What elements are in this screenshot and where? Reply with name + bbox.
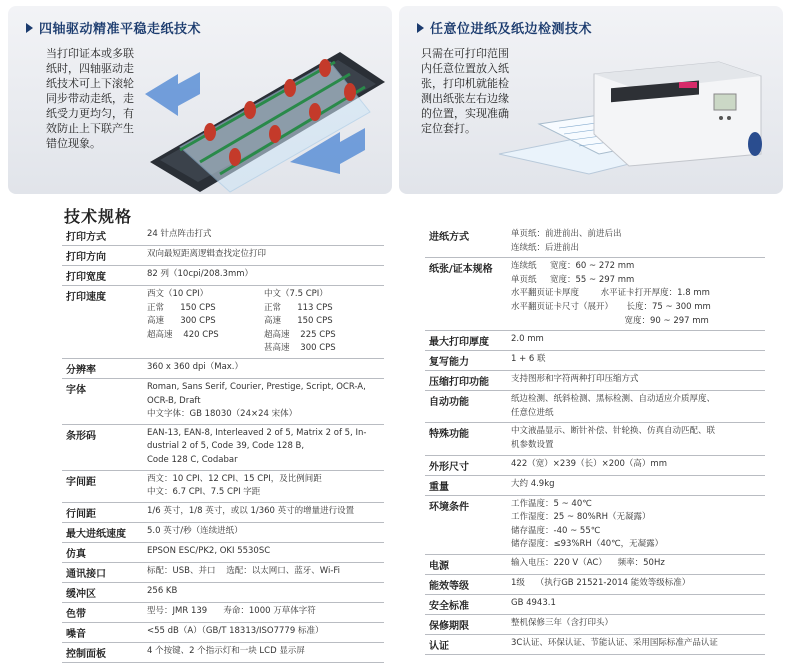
- spec-row: [62, 286, 384, 359]
- spec-table-right: [425, 226, 765, 655]
- spec-value: [511, 391, 765, 423]
- spec-value: [147, 602, 384, 622]
- spec-label: 纸张/证本规格: [425, 258, 511, 331]
- spec-row: [425, 495, 765, 554]
- spec-row: [62, 522, 384, 542]
- spec-row: [425, 258, 765, 331]
- spec-row: [62, 266, 384, 286]
- spec-value: [147, 562, 384, 582]
- triangle-bullet-icon: [417, 23, 424, 33]
- spec-value-line: 水平翻页证卡尺寸（展开） 长度：75 ~ 300 mm: [511, 301, 711, 312]
- spec-label: 仿真: [62, 542, 147, 562]
- spec-value-line: 高速 150 CPS: [264, 316, 333, 327]
- spec-value: [511, 423, 765, 455]
- printer-illustration: [499, 54, 769, 184]
- spec-value-line: 3C认证、环保认证、节能认证、采用国际标准产品认证: [511, 637, 718, 648]
- spec-label: 电源: [425, 554, 511, 574]
- spec-value: [147, 582, 384, 602]
- spec-value-line: 输入电压：220 V（AC） 频率：50Hz: [511, 557, 665, 568]
- spec-value: [147, 266, 384, 286]
- spec-label: 特殊功能: [425, 423, 511, 455]
- spec-row: [62, 582, 384, 602]
- spec-value-line: 中文（7.5 CPI）: [264, 289, 328, 299]
- spec-label: 最大打印厚度: [425, 331, 511, 351]
- spec-value-line: 型号：JMR 139 寿命：1000 万草体字符: [147, 605, 316, 616]
- spec-row: [62, 424, 384, 470]
- spec-label: 打印方向: [62, 246, 147, 266]
- spec-label: 字间距: [62, 470, 147, 502]
- spec-value-line: 储存温度：-40 ~ 55℃: [511, 525, 601, 536]
- spec-label: 打印速度: [62, 286, 147, 359]
- spec-value: [147, 642, 384, 662]
- spec-row: [62, 246, 384, 266]
- spec-value-line: 82 列（10cpi/208.3mm）: [147, 269, 254, 279]
- spec-value: [147, 470, 384, 502]
- spec-value-line: 1/6 英寸，1/8 英寸，或以 1/360 英寸的增量进行设置: [147, 505, 355, 516]
- spec-value: [147, 286, 384, 359]
- spec-label: 通讯接口: [62, 562, 147, 582]
- spec-value-line: 甚高速 300 CPS: [264, 343, 336, 354]
- spec-value: [147, 424, 384, 470]
- spec-row: [425, 391, 765, 423]
- spec-row: [62, 470, 384, 502]
- spec-value-line: 整机保修三年（含打印头）: [511, 617, 614, 628]
- spec-row: [62, 542, 384, 562]
- spec-label: 打印方式: [62, 226, 147, 246]
- spec-row: [425, 574, 765, 594]
- feature-banner-four-axis: [8, 6, 392, 194]
- spec-value-line: 储存湿度：≤93%RH（40℃，无凝露）: [511, 539, 664, 550]
- spec-row: [425, 554, 765, 574]
- spec-label: 复写能力: [425, 351, 511, 371]
- spec-row: [425, 614, 765, 634]
- spec-row: [425, 351, 765, 371]
- spec-value: [511, 594, 765, 614]
- spec-value-line: 任意位进纸: [511, 407, 554, 418]
- triangle-bullet-icon: [26, 23, 33, 33]
- spec-label: 色带: [62, 602, 147, 622]
- spec-value-line: 360 x 360 dpi（Max.）: [147, 361, 244, 372]
- feature-banner-paper-detection: [399, 6, 783, 194]
- spec-row: [425, 475, 765, 495]
- spec-value-line: 大约 4.9kg: [511, 478, 555, 489]
- spec-value-line: 高速 300 CPS: [147, 316, 216, 327]
- banner-right-title: 任意位进纸及纸边检测技术: [430, 22, 593, 37]
- spec-value-line: 西文：10 CPI、12 CPI、15 CPI，及比例间距: [147, 473, 322, 484]
- spec-value-line: 标配：USB、并口 选配：以太网口、蓝牙、Wi-Fi: [147, 565, 341, 576]
- spec-value-line: 中文液晶显示、断针补偿、针轮换、仿真自动匹配、联: [511, 426, 716, 437]
- spec-label: 安全标准: [425, 594, 511, 614]
- spec-value-line: GB 4943.1: [511, 597, 556, 608]
- spec-label: 行间距: [62, 502, 147, 522]
- spec-value: [511, 351, 765, 371]
- spec-label: 最大进纸速度: [62, 522, 147, 542]
- spec-value: [147, 542, 384, 562]
- spec-value-line: Code 128 C, Codabar: [147, 454, 238, 465]
- spec-value: [147, 522, 384, 542]
- spec-value-line: 超高速 420 CPS: [147, 329, 219, 340]
- spec-value-line: 宽度：90 ~ 297 mm: [511, 315, 709, 326]
- spec-label: 保修期限: [425, 614, 511, 634]
- spec-value-line: 24 针点阵击打式: [147, 229, 212, 239]
- spec-value: [147, 358, 384, 378]
- spec-value-line: <55 dB（A）（GB/T 18313/ISO7779 标准）: [147, 625, 324, 636]
- spec-value-line: 5.0 英寸/秒（连续进纸）: [147, 525, 243, 536]
- spec-label: 打印宽度: [62, 266, 147, 286]
- spec-value: [511, 475, 765, 495]
- spec-value-line: 单页纸 宽度：55 ~ 297 mm: [511, 274, 635, 285]
- spec-value-line: 2.0 mm: [511, 334, 544, 345]
- spec-label: 自动功能: [425, 391, 511, 423]
- spec-value: [147, 246, 384, 266]
- spec-value-line: 超高速 225 CPS: [264, 329, 336, 340]
- spec-value: [511, 371, 765, 391]
- spec-row: [62, 642, 384, 662]
- spec-value-line: 连续纸 宽度：60 ~ 272 mm: [511, 261, 635, 272]
- banner-left-title: 四轴驱动精准平稳走纸技术: [39, 22, 202, 37]
- spec-label: 环境条件: [425, 495, 511, 554]
- spec-label: 缓冲区: [62, 582, 147, 602]
- spec-value-line: 水平翻页证卡厚度 水平证卡打开厚度：1.8 mm: [511, 288, 710, 299]
- spec-row: [425, 455, 765, 475]
- spec-value: [511, 495, 765, 554]
- spec-row: [62, 622, 384, 642]
- spec-value-line: Roman, Sans Serif, Courier, Prestige, Script, OCR-A,: [147, 381, 366, 392]
- spec-value-line: 西文（10 CPI）: [147, 289, 209, 299]
- spec-row: [62, 502, 384, 522]
- spec-value-line: 双向最短距离逻辑查找定位打印: [147, 249, 267, 259]
- spec-value-line: 工作温度：5 ~ 40℃: [511, 498, 592, 509]
- paper-feed-rollers-illustration: [140, 32, 390, 192]
- spec-value: [511, 331, 765, 351]
- spec-label: 字体: [62, 378, 147, 424]
- spec-row: [62, 562, 384, 582]
- spec-value: [511, 455, 765, 475]
- spec-value: [511, 614, 765, 634]
- spec-value-line: 机参数设置: [511, 439, 554, 450]
- spec-row: [425, 423, 765, 455]
- spec-value-line: EPSON ESC/PK2, OKI 5530SC: [147, 545, 271, 556]
- spec-value: [147, 226, 384, 246]
- spec-value: [147, 502, 384, 522]
- spec-value: [511, 634, 765, 654]
- spec-row: [62, 226, 384, 246]
- spec-value-line: 纸边检测、纸斜检测、黑标检测、自动适应介质厚度、: [511, 394, 716, 405]
- spec-row: [62, 358, 384, 378]
- spec-value: [147, 378, 384, 424]
- spec-value-line: 中文：6.7 CPI、7.5 CPI 字距: [147, 487, 261, 498]
- spec-label: 条形码: [62, 424, 147, 470]
- spec-label: 重量: [425, 475, 511, 495]
- spec-value-line: 正常 113 CPS: [264, 302, 333, 313]
- spec-label: 进纸方式: [425, 226, 511, 258]
- spec-value-line: 256 KB: [147, 585, 178, 596]
- spec-value-line: 1 + 6 联: [511, 354, 546, 365]
- spec-value-line: EAN-13, EAN-8, Interleaved 2 of 5, Matrix 2 of 5, In-: [147, 427, 367, 438]
- spec-value: [147, 622, 384, 642]
- spec-value-line: 工作湿度：25 ~ 80%RH（无凝露）: [511, 512, 651, 523]
- spec-row: [425, 331, 765, 351]
- banner-left-description: 当打印证本或多联 纸时，四轴驱动走 纸技术可上下滚轮 同步带动走纸，走 纸受力更均匀，有 效防止上下联产生 错位现象。: [46, 47, 134, 150]
- spec-row: [62, 602, 384, 622]
- banner-right-heading: [417, 18, 592, 37]
- spec-value-line: 正常 150 CPS: [147, 302, 216, 313]
- spec-value-line: 4 个按键、2 个指示灯和一块 LCD 显示屏: [147, 645, 305, 656]
- spec-value: [511, 258, 765, 331]
- spec-row: [425, 594, 765, 614]
- spec-value: [511, 226, 765, 258]
- spec-row: [425, 226, 765, 258]
- spec-label: 认证: [425, 634, 511, 654]
- spec-label: 能效等级: [425, 574, 511, 594]
- spec-value-line: dustrial 2 of 5, Code 39, Code 128 B,: [147, 441, 305, 452]
- banner-right-description: 只需在可打印范围 内任意位置放入纸 张，打印机就能检 测出纸张左右边缘 的位置，实现准确 定位套打。: [421, 47, 509, 135]
- spec-label: 压缩打印功能: [425, 371, 511, 391]
- spec-row: [425, 371, 765, 391]
- spec-label: 外形尺寸: [425, 455, 511, 475]
- spec-label: 分辨率: [62, 358, 147, 378]
- section-title: 技术规格: [64, 207, 133, 226]
- spec-value-line: 单页纸：前进前出、前进后出: [511, 229, 622, 239]
- spec-value: [511, 574, 765, 594]
- spec-label: 控制面板: [62, 642, 147, 662]
- spec-value-line: 支持图形和字符两种打印压缩方式: [511, 374, 639, 385]
- spec-value-line: 1级 （执行GB 21521-2014 能效等级标准）: [511, 577, 691, 588]
- spec-label: 噪音: [62, 622, 147, 642]
- spec-value-line: 中文字体：GB 18030（24×24 宋体）: [147, 409, 298, 420]
- spec-value-line: OCR-B, Draft: [147, 395, 201, 406]
- spec-value-line: 422（宽）×239（长）×200（高）mm: [511, 458, 667, 469]
- spec-row: [425, 634, 765, 654]
- spec-table-left: [62, 226, 384, 663]
- spec-value-line: 连续纸：后进前出: [511, 242, 580, 253]
- spec-row: [62, 378, 384, 424]
- spec-value: [511, 554, 765, 574]
